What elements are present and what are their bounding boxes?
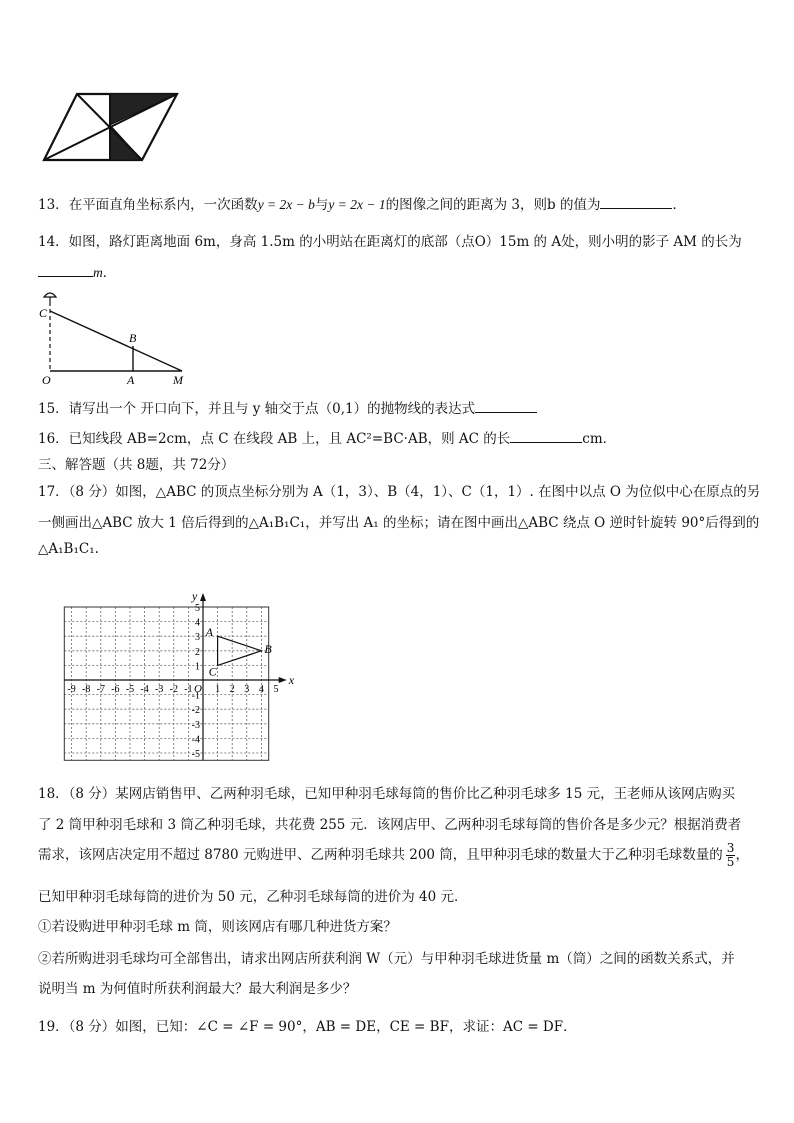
answer-blank-16[interactable]: [510, 430, 582, 443]
origin-label: O: [194, 683, 202, 695]
y-tick-label: 3: [195, 632, 200, 644]
question-18-line-3-text: 需求，该网店决定用不超过 8780 元购进甲、乙两种羽毛球共 200 筒，且甲种羽毛球的数量大于乙种羽毛球数量的: [38, 847, 723, 863]
x-tick-label: 3: [244, 684, 250, 695]
question-14-answer-line: [38, 261, 116, 281]
question-14-end: ．: [102, 265, 117, 281]
x-tick-label: -7: [96, 684, 105, 695]
triangle-abc: [218, 636, 262, 665]
y-tick-label: 5: [195, 603, 200, 614]
question-15-text: 15．请写出一个 开口向下，并且与 y 轴交于点（0,1）的抛物线的表达式: [38, 401, 476, 417]
point-c-label: C: [39, 306, 48, 320]
question-18-sub-2a: ②若所购进羽毛球均可全部售出，请求出网店所获利润 W（元）与甲种羽毛球进货量 m（筒）之间的函数关系式，并: [38, 951, 735, 967]
question-18-line-3: [38, 842, 749, 869]
question-19: 19．（8 分）如图，已知：∠C = ∠F = 90°，AB = DE，CE = BF，求证：AC = DF．: [38, 1019, 577, 1035]
fraction-numerator: 3: [726, 841, 735, 855]
x-tick-label: -5: [125, 684, 135, 695]
question-13-text: 在平面直角坐标系内，一次函数: [68, 197, 258, 213]
point-a-label: A: [205, 625, 213, 640]
question-16-text: 16．已知线段 AB=2cm，点 C 在线段 AB 上，且 AC²=BC·AB，则 AC 的长: [38, 431, 511, 447]
section-title: 三、解答题（共 8题，共 72分）: [38, 457, 235, 473]
y-axis-arrow-icon: [200, 593, 206, 601]
question-18-sub-1: ①若设购进甲种羽毛球 m 筒，则该网店有哪几种进货方案？: [38, 919, 397, 935]
parallelogram-figure: [40, 88, 180, 164]
point-o-label: O: [42, 373, 51, 387]
question-13-tail: 的图像之间的距离为 3，则b 的值为: [385, 197, 601, 213]
coordinate-grid-figure: [58, 568, 308, 764]
question-18-line-3-end: ，: [735, 847, 749, 863]
function-2: y = 2x − 1: [328, 197, 386, 212]
question-17-line-1: 17．（8 分）如图，△ABC 的顶点坐标分别为 A（1，3）、B（4，1）、C（1，1）. 在图中以点 O 为位似中心在原点的另: [38, 484, 761, 500]
x-tick-label: -3: [155, 684, 164, 695]
point-a-label: A: [127, 373, 135, 387]
y-axis-label: y: [192, 589, 198, 603]
answer-blank-13[interactable]: [600, 196, 672, 209]
point-b-label: B: [264, 641, 272, 656]
point-b-label: B: [129, 331, 137, 345]
y-tick-label: -3: [191, 719, 200, 731]
x-tick-label: -6: [111, 684, 120, 695]
x-tick-label: 4: [258, 684, 264, 695]
y-tick-label: -5: [191, 749, 200, 760]
y-tick-label: -4: [191, 734, 200, 746]
x-axis-label: x: [288, 673, 295, 687]
lamp-icon: [44, 293, 56, 297]
y-tick-label: 4: [195, 617, 200, 629]
x-tick-label: -1: [184, 684, 193, 695]
question-16: [38, 427, 616, 447]
streetlight-figure: [30, 288, 200, 388]
x-tick-label: -9: [67, 684, 76, 695]
question-13-end: ．: [672, 197, 686, 213]
answer-blank-14[interactable]: [38, 264, 93, 277]
question-17-line-2: 一侧画出△ABC 放大 1 倍后得到的△A₁B₁C₁，并写出 A₁ 的坐标；请在图中画出△ABC 绕点 O 逆时针旋转 90°后得到的: [38, 515, 760, 531]
fraction-three-fifths: [726, 842, 736, 869]
y-tick-label: -1: [191, 690, 200, 702]
point-m-label: M: [173, 373, 183, 387]
y-tick-label: 1: [195, 661, 200, 673]
question-14: 14．如图，路灯距离地面 6m，身高 1.5m 的小明站在距离灯的底部（点O）15m 的 A处，则小明的影子 AM 的长为: [38, 234, 742, 250]
question-18-line-2: 了 2 筒甲种羽毛球和 3 筒乙种羽毛球，共花费 255 元．该网店甲、乙两种羽毛球每筒的售价各是多少元？根据消费者: [38, 817, 742, 833]
point-c-label: C: [208, 664, 217, 679]
x-tick-label: -2: [169, 684, 178, 695]
answer-blank-15[interactable]: [475, 400, 537, 413]
x-tick-label: 5: [273, 684, 279, 695]
y-tick-label: 2: [195, 646, 200, 658]
question-13-and: 与: [314, 197, 329, 213]
question-14-unit: m: [93, 265, 103, 280]
question-18-sub-2b: 说明当 m 为何值时所获利润最大？最大利润是多少？: [38, 981, 357, 997]
function-1: y = 2x − b: [257, 197, 315, 212]
x-tick-label: -4: [140, 684, 149, 695]
x-tick-label: 2: [229, 684, 235, 695]
question-16-unit: cm．: [582, 431, 617, 447]
question-13-number: 13．: [38, 197, 69, 213]
fraction-denominator: 5: [726, 855, 735, 869]
question-18-line-4: 已知甲种羽毛球每筒的进价为 50 元，乙种羽毛球每筒的进价为 40 元．: [38, 889, 468, 905]
question-15: [38, 397, 537, 417]
question-13: [38, 193, 686, 213]
y-tick-label: -2: [191, 705, 200, 717]
x-axis-arrow-icon: [279, 677, 287, 683]
x-tick-label: 1: [215, 684, 221, 695]
question-18-line-1: 18．（8 分）某网店销售甲、乙两种羽毛球，已知甲种羽毛球每筒的售价比乙种羽毛球多 15 元，王老师从该网店购买: [38, 786, 736, 802]
grid-border: [64, 607, 268, 760]
x-tick-label: -8: [82, 684, 91, 695]
question-17-line-3: △A₁B₁C₁.: [38, 541, 99, 557]
